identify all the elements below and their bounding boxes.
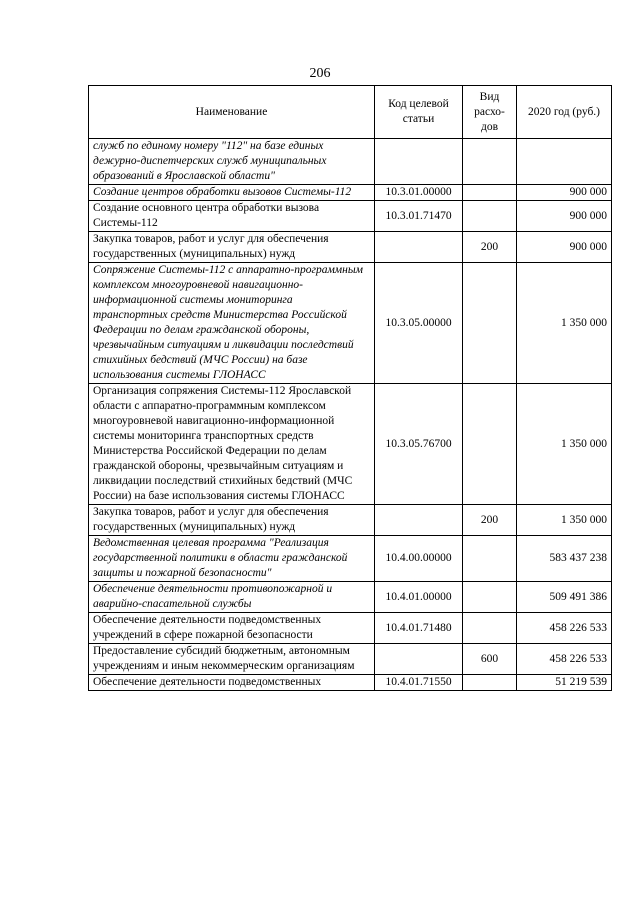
header-name: Наименование — [89, 86, 375, 139]
cell-vid: 200 — [463, 232, 517, 263]
table-row — [89, 505, 612, 536]
cell-sum: 1 350 000 — [517, 263, 612, 384]
cell-name: Закупка товаров, работ и услуг для обеспечения государственных (муниципальных) нужд — [89, 505, 375, 536]
cell-name: Создание основного центра обработки вызова Системы-112 — [89, 201, 375, 232]
cell-name: Закупка товаров, работ и услуг для обеспечения государственных (муниципальных) нужд — [89, 232, 375, 263]
cell-sum: 900 000 — [517, 232, 612, 263]
cell-name: Обеспечение деятельности подведомственных учреждений в сфере пожарной безопасности — [89, 613, 375, 644]
cell-vid — [463, 201, 517, 232]
cell-vid — [463, 675, 517, 691]
budget-table — [88, 85, 612, 691]
table-row — [89, 263, 612, 384]
header-year: 2020 год (руб.) — [517, 86, 612, 139]
cell-code: 10.4.01.00000 — [375, 582, 463, 613]
cell-name: Обеспечение деятельности противопожарной и аварийно-спасательной службы — [89, 582, 375, 613]
cell-code — [375, 139, 463, 185]
cell-code — [375, 232, 463, 263]
cell-sum — [517, 139, 612, 185]
table-header-row — [89, 86, 612, 139]
header-code: Код целевой статьи — [375, 86, 463, 139]
page-number: 206 — [309, 66, 331, 81]
cell-sum: 583 437 238 — [517, 536, 612, 582]
table-row — [89, 582, 612, 613]
cell-code: 10.3.01.00000 — [375, 185, 463, 201]
cell-vid — [463, 384, 517, 505]
cell-name: Создание центров обработки вызовов Системы-112 — [89, 185, 375, 201]
table-row — [89, 139, 612, 185]
cell-vid — [463, 139, 517, 185]
cell-code: 10.3.05.00000 — [375, 263, 463, 384]
cell-sum: 51 219 539 — [517, 675, 612, 691]
table-row — [89, 644, 612, 675]
cell-code: 10.4.01.71480 — [375, 613, 463, 644]
cell-code — [375, 644, 463, 675]
cell-vid — [463, 185, 517, 201]
table-row — [89, 201, 612, 232]
cell-vid — [463, 536, 517, 582]
cell-vid — [463, 582, 517, 613]
table-row — [89, 536, 612, 582]
header-vid: Вид расхо-дов — [463, 86, 517, 139]
cell-code: 10.4.00.00000 — [375, 536, 463, 582]
cell-sum: 900 000 — [517, 185, 612, 201]
cell-name: Предоставление субсидий бюджетным, автономным учреждениям и иным некоммерческим организациям — [89, 644, 375, 675]
cell-code: 10.3.05.76700 — [375, 384, 463, 505]
cell-name: Сопряжение Системы-112 с аппаратно-программным комплексом многоуровневой навигационно-информационной системы мониторинга транспортных средств Министерства Российской Федерации по делам гражданской обороны, чрезвычайным ситуациям и ликвидации последствий стихийных бедствий (МЧС России) на базе использования системы ГЛОНАСС — [89, 263, 375, 384]
cell-code: 10.3.01.71470 — [375, 201, 463, 232]
cell-vid: 600 — [463, 644, 517, 675]
cell-code: 10.4.01.71550 — [375, 675, 463, 691]
cell-vid: 200 — [463, 505, 517, 536]
cell-name: служб по единому номеру "112" на базе единых дежурно-диспетчерских служб муниципальных образований в Ярославской области" — [89, 139, 375, 185]
table-row — [89, 613, 612, 644]
table-row — [89, 384, 612, 505]
table-row — [89, 232, 612, 263]
cell-sum: 458 226 533 — [517, 613, 612, 644]
table-row — [89, 675, 612, 691]
cell-sum: 1 350 000 — [517, 384, 612, 505]
cell-code — [375, 505, 463, 536]
cell-vid — [463, 263, 517, 384]
cell-sum: 900 000 — [517, 201, 612, 232]
cell-name: Организация сопряжения Системы-112 Ярославской области с аппаратно-программным комплексом многоуровневой навигационно-информационной системы мониторинга транспортных средств Министерства Российской Федерации по делам гражданской обороны, чрезвычайным ситуациям и ликвидации последствий стихийных бедствий (МЧС России) на базе использования системы ГЛОНАСС — [89, 384, 375, 505]
table-row — [89, 185, 612, 201]
cell-sum: 458 226 533 — [517, 644, 612, 675]
cell-sum: 509 491 386 — [517, 582, 612, 613]
cell-sum: 1 350 000 — [517, 505, 612, 536]
cell-vid — [463, 613, 517, 644]
cell-name: Обеспечение деятельности подведомственных — [89, 675, 375, 691]
cell-name: Ведомственная целевая программа "Реализация государственной политики в области гражданской защиты и пожарной безопасности" — [89, 536, 375, 582]
